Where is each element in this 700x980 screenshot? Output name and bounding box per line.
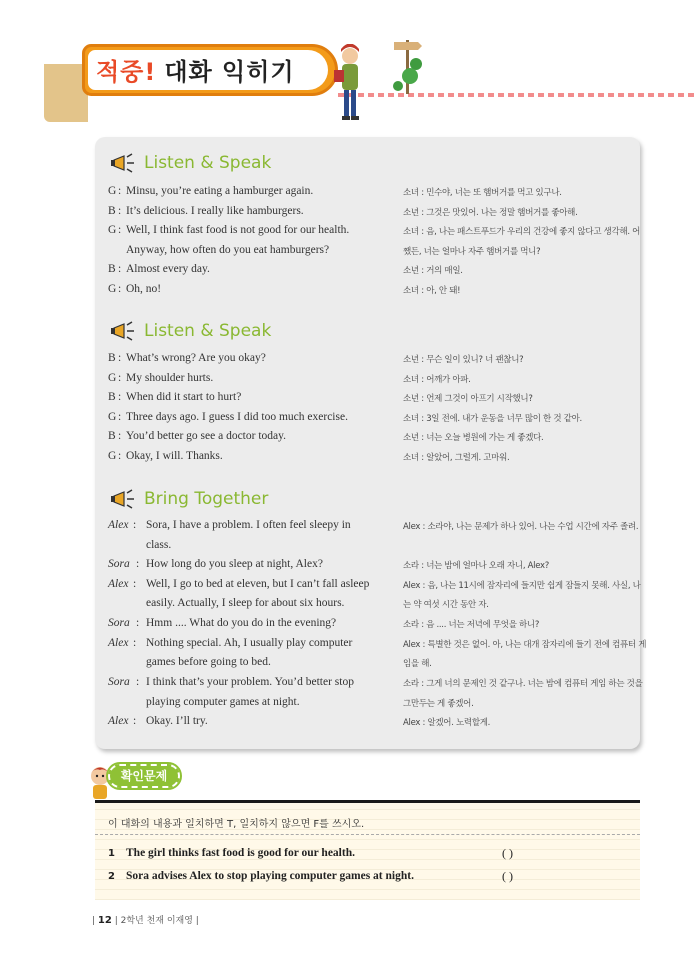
check-badge-label: 확인문제 bbox=[120, 769, 168, 783]
english-text: What’s wrong? Are you okay? bbox=[126, 352, 266, 364]
page-title bbox=[96, 52, 295, 87]
english-text: easily. Actually, I sleep for about six hours. bbox=[146, 597, 345, 609]
signpost-tree-illustration bbox=[388, 36, 428, 96]
colon: : bbox=[118, 185, 122, 197]
korean-translation: 는 약 여섯 시간 동안 자. bbox=[403, 600, 489, 610]
speaker-label: Alex bbox=[108, 715, 129, 727]
korean-translation: 쨌든, 너는 얼마나 자주 햄버거를 먹니? bbox=[403, 247, 541, 257]
korean-translation: 소라 : 그게 너의 문제인 것 같구나. 너는 밤에 컴퓨터 게임 하는 것을 bbox=[403, 679, 643, 689]
colon: : bbox=[136, 676, 140, 688]
english-text: Oh, no! bbox=[126, 283, 162, 295]
megaphone-icon bbox=[110, 152, 138, 174]
colon: : bbox=[118, 283, 122, 295]
speaker-label: Sora bbox=[108, 558, 130, 570]
english-text: Hmm .... What do you do in the evening? bbox=[146, 617, 337, 629]
english-text: It’s delicious. I really like hamburgers. bbox=[126, 205, 304, 217]
megaphone-icon bbox=[110, 488, 138, 510]
korean-translation: 소년 : 그것은 맛있어. 나는 정말 햄버거를 좋아해. bbox=[403, 208, 578, 218]
colon: : bbox=[118, 263, 122, 275]
book-info: 2학년 천재 이재영 bbox=[120, 916, 193, 926]
english-text: I think that’s your problem. You’d better stop bbox=[146, 676, 354, 688]
section-heading bbox=[110, 320, 271, 342]
english-text: Nothing special. Ah, I usually play computer bbox=[146, 637, 353, 649]
korean-translation: 소년 : 언제 그것이 아프기 시작했니? bbox=[403, 394, 533, 404]
english-text: games before going to bed. bbox=[146, 656, 271, 668]
colon: : bbox=[133, 637, 137, 649]
colon: : bbox=[133, 578, 137, 590]
speaker-label: B bbox=[108, 391, 116, 403]
student-illustration bbox=[330, 44, 370, 122]
colon: : bbox=[133, 519, 137, 531]
title-main: 대화 익히기 bbox=[164, 58, 295, 86]
check-top-rule bbox=[95, 800, 640, 803]
english-text: class. bbox=[146, 539, 172, 551]
megaphone-icon bbox=[110, 320, 138, 342]
korean-translation: 임을 해. bbox=[403, 659, 432, 669]
korean-translation: 그만두는 게 좋겠어. bbox=[403, 699, 474, 709]
speaker-label: Sora bbox=[108, 676, 130, 688]
check-separator bbox=[95, 834, 640, 835]
korean-translation: 소라 : 음 .... 너는 저녁에 무엇을 하니? bbox=[403, 620, 540, 630]
section-title: Bring Together bbox=[144, 489, 269, 509]
answer-blank[interactable]: ( ) bbox=[502, 869, 513, 883]
question-number: 2 bbox=[108, 871, 115, 882]
korean-translation: Alex : 특별한 것은 없어. 아, 나는 대개 잠자리에 들기 전에 컴퓨터 게 bbox=[403, 640, 647, 650]
english-text: When did it start to hurt? bbox=[126, 391, 242, 403]
speaker-label: G bbox=[108, 450, 117, 462]
check-badge bbox=[108, 764, 180, 788]
answer-blank[interactable]: ( ) bbox=[502, 846, 513, 860]
colon: : bbox=[118, 224, 122, 236]
question-text: The girl thinks fast food is good for our health. bbox=[126, 847, 355, 859]
speaker-label: Sora bbox=[108, 617, 130, 629]
english-text: Well, I go to bed at eleven, but I can’t fall asleep bbox=[146, 578, 370, 590]
korean-translation: 소녀 : 3일 전에. 내가 운동을 너무 많이 한 것 같아. bbox=[403, 414, 582, 424]
korean-translation: 소년 : 너는 오늘 병원에 가는 게 좋겠다. bbox=[403, 433, 544, 443]
english-text: playing computer games at night. bbox=[146, 696, 300, 708]
speaker-label: B bbox=[108, 205, 116, 217]
english-text: Well, I think fast food is not good for our health. bbox=[126, 224, 350, 236]
speaker-label: G bbox=[108, 283, 117, 295]
korean-translation: 소년 : 무슨 일이 있니? 너 괜찮니? bbox=[403, 355, 524, 365]
section-title: Listen & Speak bbox=[144, 321, 272, 341]
question-number: 1 bbox=[108, 848, 115, 859]
korean-translation: 소녀 : 아, 안 돼! bbox=[403, 286, 461, 296]
english-text: You’d better go see a doctor today. bbox=[126, 430, 287, 442]
colon: : bbox=[118, 411, 122, 423]
question-item bbox=[108, 847, 355, 859]
english-text: Anyway, how often do you eat hamburgers? bbox=[126, 244, 330, 256]
speaker-label: G bbox=[108, 224, 117, 236]
speaker-label: Alex bbox=[108, 578, 129, 590]
colon: : bbox=[118, 450, 122, 462]
colon: : bbox=[118, 372, 122, 384]
english-text: How long do you sleep at night, Alex? bbox=[146, 558, 323, 570]
korean-translation: 소라 : 너는 밤에 얼마나 오래 자니, Alex? bbox=[403, 561, 549, 571]
korean-translation: 소년 : 거의 매일. bbox=[403, 266, 463, 276]
check-instruction: 이 대화의 내용과 일치하면 T, 일치하지 않으면 F를 쓰시오. bbox=[108, 819, 365, 830]
colon: : bbox=[118, 205, 122, 217]
english-text: Sora, I have a problem. I often feel sleepy in bbox=[146, 519, 351, 531]
speaker-label: Alex bbox=[108, 519, 129, 531]
korean-translation: Alex : 소라야, 나는 문제가 하나 있어. 나는 수업 시간에 자주 졸려. bbox=[403, 522, 639, 532]
korean-translation: 소녀 : 음, 나는 패스트푸드가 우리의 건강에 좋지 않다고 생각해. 어 bbox=[403, 227, 641, 237]
korean-translation: 소녀 : 어깨가 아파. bbox=[403, 375, 471, 385]
speaker-label: G bbox=[108, 185, 117, 197]
english-text: Almost every day. bbox=[126, 263, 210, 275]
question-item bbox=[108, 870, 414, 882]
speaker-label: G bbox=[108, 372, 117, 384]
speaker-label: G bbox=[108, 411, 117, 423]
page-number: 12 bbox=[97, 915, 112, 926]
colon: : bbox=[133, 715, 137, 727]
english-text: Okay. I’ll try. bbox=[146, 715, 208, 727]
korean-translation: Alex : 음, 나는 11시에 잠자리에 들지만 쉽게 잠들지 못해. 사실, 나 bbox=[403, 581, 641, 591]
english-text: Minsu, you’re eating a hamburger again. bbox=[126, 185, 314, 197]
colon: : bbox=[136, 617, 140, 629]
english-text: Okay, I will. Thanks. bbox=[126, 450, 223, 462]
speaker-label: B bbox=[108, 352, 116, 364]
colon: : bbox=[118, 430, 122, 442]
english-text: Three days ago. I guess I did too much exercise. bbox=[126, 411, 348, 423]
korean-translation: 소녀 : 알았어, 그럴게. 고마워. bbox=[403, 453, 510, 463]
korean-translation: 소녀 : 민수야, 너는 또 햄버거를 먹고 있구나. bbox=[403, 188, 562, 198]
question-text: Sora advises Alex to stop playing computer games at night. bbox=[126, 870, 414, 882]
speaker-label: B bbox=[108, 263, 116, 275]
page-footer: | 12 | 2학년 천재 이재영 | bbox=[92, 915, 199, 926]
speaker-label: B bbox=[108, 430, 116, 442]
section-title: Listen & Speak bbox=[144, 153, 272, 173]
korean-translation: Alex : 알겠어. 노력할게. bbox=[403, 718, 491, 728]
colon: : bbox=[136, 558, 140, 570]
section-heading bbox=[110, 488, 268, 510]
colon: : bbox=[118, 352, 122, 364]
speaker-label: Alex bbox=[108, 637, 129, 649]
colon: : bbox=[118, 391, 122, 403]
title-accent: 적중! bbox=[96, 58, 157, 86]
section-heading bbox=[110, 152, 271, 174]
english-text: My shoulder hurts. bbox=[126, 372, 214, 384]
